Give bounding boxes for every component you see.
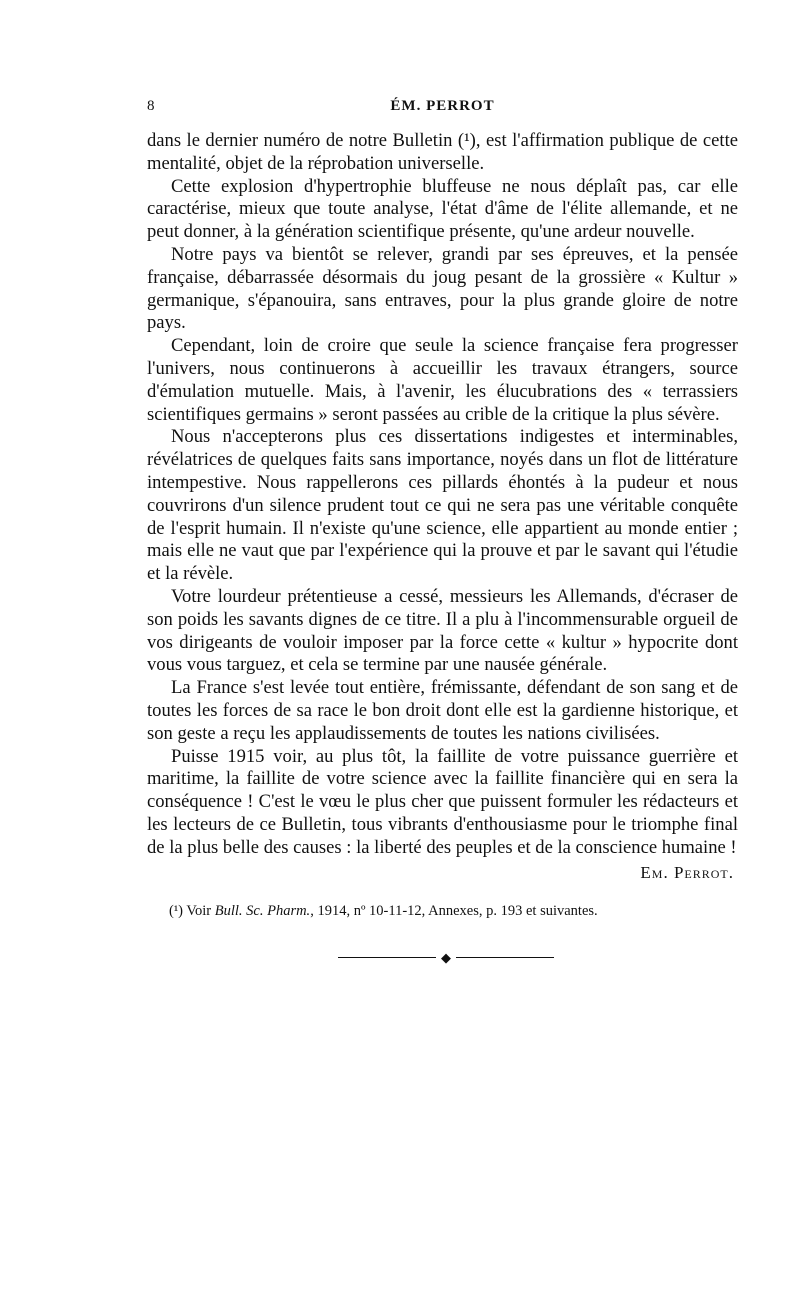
paragraph-6: Votre lourdeur prétentieuse a cessé, messieurs les Allemands, d'écraser de son poids les savants dignes de ce titre. Il a plu à l'incommensurable orgueil de vos dirigeants de vouloir imposer par la force cette « kultur » hypocrite dont vous vous targuez, et cela se termine par une nausée générale.: [147, 585, 738, 676]
section-divider: [338, 949, 554, 965]
footnote-details: , 1914, nº 10-11-12, Annexes, p. 193 et suivantes.: [310, 902, 598, 919]
author-signature: Em. Perrot.: [640, 862, 734, 882]
footnote: [147, 902, 738, 920]
paragraph-4: Cependant, loin de croire que seule la science française fera progresser l'univers, nous continuerons à accueillir les travaux étrangers, source d'émulation mutuelle. Mais, à l'avenir, les élucubrations des « terrassiers scientifiques germains » seront passées au crible de la critique la plus sévère.: [147, 335, 738, 425]
document-page: [147, 98, 738, 964]
running-head: [147, 98, 738, 120]
divider-line-left: [338, 957, 436, 959]
diamond-ornament-icon: ◆: [441, 949, 451, 965]
article-body: [147, 130, 738, 860]
page-number: 8: [147, 98, 155, 114]
footnote-voir: Voir: [186, 902, 212, 919]
running-title: ÉM. PERROT: [390, 98, 495, 114]
paragraph-8: Puisse 1915 voir, au plus tôt, la faillite de votre puissance guerrière et maritime, la faillite de votre science avec la faillite financière qui en sera la conséquence ! C'est le vœu le plus cher que puissent formuler les rédacteurs et les lecteurs de ce Bulletin, tous vibrants d'enthousiasme pour le triomphe final de la plus belle des causes : la liberté des peuples et de la conscience humaine !: [147, 745, 738, 858]
footnote-reference: Bull. Sc. Pharm.: [214, 902, 311, 919]
footnote-marker: (¹): [169, 902, 184, 919]
paragraph-2: Cette explosion d'hypertrophie bluffeuse ne nous déplaît pas, car elle caractérise, mieux que toute analyse, l'état d'âme de l'élite allemande, et ne peut donner, à la génération scientifique présente, qu'une ardeur nouvelle.: [147, 175, 738, 243]
paragraph-1: dans le dernier numéro de notre Bulletin (¹), est l'affirmation publique de cette mentalité, objet de la réprobation universelle.: [147, 130, 738, 174]
paragraph-7: La France s'est levée tout entière, frémissante, défendant de son sang et de toutes les forces de sa race le bon droit dont elle est la gardienne historique, et son geste a reçu les applaudissements de toutes les nations civilisées.: [147, 677, 738, 744]
paragraph-3: Notre pays va bientôt se relever, grandi par ses épreuves, et la pensée française, débarrassée désormais du joug pesant de la grossière « Kultur » germanique, s'épanouira, sans entraves, pour la plus grande gloire de notre pays.: [147, 243, 738, 334]
divider-line-right: [456, 957, 554, 959]
paragraph-5: Nous n'accepterons plus ces dissertations indigestes et interminables, révélatrices de quelques faits sans importance, noyés dans un flot de littérature intempestive. Nous rappellerons ces pillards éhontés à la pudeur et nous couvrirons d'un silence prudent tout ce qui ne sera pas une véritable conquête de l'esprit humain. Il n'existe qu'une science, elle appartient au monde entier ; mais elle ne vaut que par l'expérience qui la prouve et par le savant qui l'étudie et la révèle.: [147, 426, 738, 585]
